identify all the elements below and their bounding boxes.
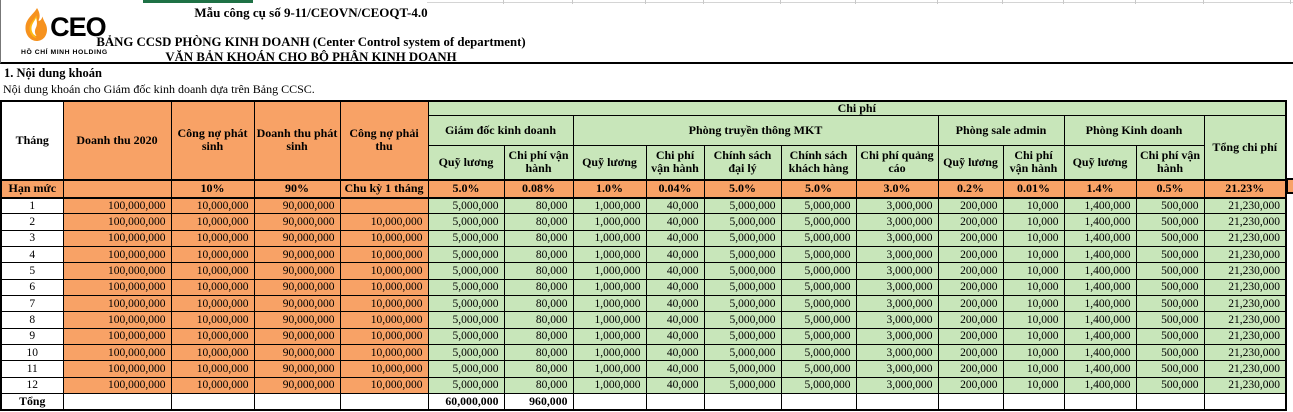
data-cell[interactable]: 90,000,000 [254, 246, 340, 262]
data-cell[interactable]: 10,000,000 [340, 230, 428, 246]
data-cell[interactable]: 200,000 [938, 230, 1003, 246]
data-cell[interactable]: 90,000,000 [254, 214, 340, 230]
data-cell[interactable]: 200,000 [938, 246, 1003, 262]
data-cell[interactable]: 80,000 [504, 198, 573, 214]
data-cell[interactable]: 21,230,000 [1204, 263, 1286, 279]
table-row [1, 246, 1286, 262]
data-cell[interactable]: 10,000 [1003, 377, 1064, 393]
left-column-header[interactable]: Công nợ phát sinh [171, 101, 254, 180]
data-cell[interactable]: 500,000 [1136, 279, 1204, 295]
data-cell[interactable]: 5,000,000 [428, 361, 504, 377]
table-row [1, 312, 1286, 328]
data-cell[interactable]: 3,000,000 [856, 377, 938, 393]
data-cell[interactable]: 5,000,000 [704, 312, 781, 328]
data-cell[interactable]: 5,000,000 [428, 295, 504, 311]
data-cell[interactable]: 100,000,000 [63, 263, 171, 279]
sub-column-header[interactable]: Chi phí vận hành [646, 146, 704, 180]
data-cell[interactable]: 90,000,000 [254, 279, 340, 295]
sub-column-header[interactable]: Chi phí vận hành [1136, 146, 1204, 180]
data-cell[interactable]: 10,000,000 [340, 328, 428, 344]
limit-cell[interactable]: Chu kỳ 1 tháng [340, 180, 428, 198]
limit-cell[interactable]: 5.0% [704, 180, 781, 198]
data-cell[interactable]: 10,000,000 [171, 328, 254, 344]
total-row-label[interactable]: Tổng [1, 393, 63, 410]
sub-column-header[interactable]: Quỹ lương [428, 146, 504, 180]
data-cell[interactable]: 100,000,000 [63, 377, 171, 393]
left-column-header[interactable]: Công nợ phải thu [340, 101, 428, 180]
month-cell[interactable]: 10 [1, 344, 63, 360]
data-cell[interactable]: 5,000,000 [428, 230, 504, 246]
data-cell[interactable]: 1,000,000 [573, 361, 646, 377]
data-cell[interactable]: 100,000,000 [63, 295, 171, 311]
data-cell[interactable]: 1,000,000 [573, 263, 646, 279]
table-row [1, 328, 1286, 344]
data-cell[interactable]: 10,000 [1003, 246, 1064, 262]
data-cell[interactable]: 40,000 [646, 214, 704, 230]
month-cell[interactable]: 5 [1, 263, 63, 279]
data-cell[interactable]: 40,000 [646, 230, 704, 246]
data-cell[interactable]: 3,000,000 [856, 295, 938, 311]
data-cell[interactable]: 1,400,000 [1064, 198, 1136, 214]
table-row [1, 214, 1286, 230]
data-cell[interactable]: 10,000 [1003, 214, 1064, 230]
data-cell[interactable]: 40,000 [646, 377, 704, 393]
table-row [1, 230, 1286, 246]
total-cell[interactable] [254, 393, 340, 410]
table-row [1, 295, 1286, 311]
data-cell[interactable]: 200,000 [938, 263, 1003, 279]
data-cell[interactable]: 10,000 [1003, 344, 1064, 360]
month-cell[interactable]: 12 [1, 377, 63, 393]
data-cell[interactable]: 10,000,000 [171, 246, 254, 262]
data-cell[interactable]: 5,000,000 [428, 263, 504, 279]
data-cell[interactable] [340, 198, 428, 214]
data-cell[interactable]: 3,000,000 [856, 246, 938, 262]
limit-cell[interactable]: 0.2% [938, 180, 1003, 198]
sub-column-header[interactable]: Chi phí quảng cáo [856, 146, 938, 180]
data-cell[interactable]: 90,000,000 [254, 361, 340, 377]
left-column-header[interactable]: Doanh thu phát sinh [254, 101, 340, 180]
data-cell[interactable]: 21,230,000 [1204, 361, 1286, 377]
data-cell[interactable]: 5,000,000 [428, 377, 504, 393]
department-header[interactable]: Phòng Kinh doanh [1064, 116, 1204, 146]
data-cell[interactable]: 10,000 [1003, 263, 1064, 279]
data-cell[interactable]: 5,000,000 [704, 279, 781, 295]
flame-icon [23, 8, 49, 47]
total-cell[interactable] [63, 393, 171, 410]
data-cell[interactable]: 10,000,000 [171, 312, 254, 328]
data-cell[interactable]: 5,000,000 [428, 328, 504, 344]
sub-column-header[interactable]: Quỹ lương [573, 146, 646, 180]
data-cell[interactable]: 100,000,000 [63, 214, 171, 230]
cost-group-header[interactable]: Chi phí [428, 101, 1286, 116]
total-cell[interactable]: 60,000,000 [428, 393, 504, 410]
limit-cell[interactable]: 5.0% [781, 180, 856, 198]
data-cell[interactable]: 500,000 [1136, 230, 1204, 246]
table-row [1, 344, 1286, 360]
data-cell[interactable]: 200,000 [938, 198, 1003, 214]
data-cell[interactable]: 40,000 [646, 198, 704, 214]
data-cell[interactable]: 5,000,000 [781, 377, 856, 393]
data-cell[interactable]: 1,400,000 [1064, 279, 1136, 295]
logo-row [23, 8, 106, 47]
data-cell[interactable]: 10,000 [1003, 279, 1064, 295]
department-header[interactable]: Giám đốc kinh doanh [428, 116, 573, 146]
table-row [1, 377, 1286, 393]
table-row [1, 198, 1286, 214]
data-cell[interactable]: 5,000,000 [704, 361, 781, 377]
limit-cell[interactable]: 3.0% [856, 180, 938, 198]
data-cell[interactable]: 1,400,000 [1064, 312, 1136, 328]
document-title-line1: BẢNG CCSD PHÒNG KINH DOANH (Center Control system of department) [96, 35, 526, 49]
data-cell[interactable]: 5,000,000 [781, 246, 856, 262]
sub-column-header[interactable]: Chính sách khách hàng [781, 146, 856, 180]
data-cell[interactable]: 5,000,000 [781, 328, 856, 344]
data-cell[interactable]: 1,000,000 [573, 295, 646, 311]
data-cell[interactable]: 5,000,000 [428, 312, 504, 328]
data-cell[interactable]: 5,000,000 [704, 295, 781, 311]
data-cell[interactable]: 500,000 [1136, 312, 1204, 328]
data-cell[interactable]: 21,230,000 [1204, 279, 1286, 295]
data-cell[interactable]: 90,000,000 [254, 312, 340, 328]
data-cell[interactable]: 90,000,000 [254, 344, 340, 360]
data-cell[interactable]: 100,000,000 [63, 361, 171, 377]
data-cell[interactable]: 5,000,000 [781, 263, 856, 279]
data-cell[interactable]: 80,000 [504, 230, 573, 246]
data-cell[interactable]: 500,000 [1136, 328, 1204, 344]
table-row [1, 263, 1286, 279]
document-title-line2: VĂN BẢN KHOÁN CHO BỘ PHẬN KINH DOANH [165, 50, 457, 64]
data-cell[interactable]: 5,000,000 [428, 198, 504, 214]
total-cell[interactable] [938, 393, 1003, 410]
data-cell[interactable]: 10,000 [1003, 361, 1064, 377]
department-header[interactable]: Phòng sale admin [938, 116, 1064, 146]
left-column-header[interactable]: Doanh thu 2020 [63, 101, 171, 180]
section-heading: 1. Nội dung khoán [4, 66, 102, 80]
data-cell[interactable]: 21,230,000 [1204, 312, 1286, 328]
data-cell[interactable]: 1,400,000 [1064, 263, 1136, 279]
data-cell[interactable]: 200,000 [938, 279, 1003, 295]
sub-column-header[interactable]: Quỹ lương [1064, 146, 1136, 180]
total-cell[interactable] [1064, 393, 1136, 410]
data-cell[interactable]: 21,230,000 [1204, 295, 1286, 311]
data-cell[interactable]: 10,000,000 [171, 295, 254, 311]
total-cost-column-header[interactable]: Tổng chi phí [1204, 116, 1286, 180]
data-cell[interactable]: 80,000 [504, 377, 573, 393]
data-cell[interactable]: 3,000,000 [856, 312, 938, 328]
data-cell[interactable]: 200,000 [938, 214, 1003, 230]
data-cell[interactable]: 10,000,000 [340, 214, 428, 230]
data-cell[interactable]: 5,000,000 [704, 198, 781, 214]
data-cell[interactable]: 500,000 [1136, 361, 1204, 377]
data-cell[interactable]: 90,000,000 [254, 198, 340, 214]
data-cell[interactable]: 3,000,000 [856, 198, 938, 214]
data-cell[interactable]: 80,000 [504, 263, 573, 279]
total-cell[interactable] [646, 393, 704, 410]
data-cell[interactable]: 5,000,000 [704, 344, 781, 360]
data-cell[interactable]: 80,000 [504, 344, 573, 360]
total-cell[interactable] [1204, 393, 1286, 410]
form-code: Mẫu công cụ số 9-11/CEOVN/CEOQT-4.0 [194, 5, 428, 20]
data-cell[interactable]: 5,000,000 [781, 214, 856, 230]
data-cell[interactable]: 5,000,000 [781, 295, 856, 311]
data-cell[interactable]: 80,000 [504, 312, 573, 328]
total-row [1, 393, 1286, 410]
table-body [1, 180, 1286, 410]
data-cell[interactable]: 80,000 [504, 246, 573, 262]
data-cell[interactable]: 10,000,000 [340, 344, 428, 360]
data-cell[interactable]: 90,000,000 [254, 263, 340, 279]
total-cell[interactable] [1003, 393, 1064, 410]
table-row [1, 279, 1286, 295]
data-cell[interactable]: 40,000 [646, 295, 704, 311]
data-cell[interactable]: 40,000 [646, 246, 704, 262]
document-header [0, 0, 1293, 64]
data-cell[interactable]: 100,000,000 [63, 344, 171, 360]
data-cell[interactable]: 3,000,000 [856, 279, 938, 295]
data-cell[interactable]: 10,000,000 [171, 344, 254, 360]
data-cell[interactable]: 10,000 [1003, 312, 1064, 328]
data-cell[interactable]: 3,000,000 [856, 328, 938, 344]
month-cell[interactable]: 8 [1, 312, 63, 328]
total-cell[interactable] [340, 393, 428, 410]
data-cell[interactable]: 1,000,000 [573, 279, 646, 295]
data-cell[interactable]: 5,000,000 [428, 246, 504, 262]
table-head [1, 101, 1286, 180]
data-cell[interactable]: 1,400,000 [1064, 361, 1136, 377]
data-cell[interactable]: 21,230,000 [1204, 198, 1286, 214]
month-cell[interactable]: 6 [1, 279, 63, 295]
data-cell[interactable]: 21,230,000 [1204, 328, 1286, 344]
data-cell[interactable]: 5,000,000 [781, 312, 856, 328]
data-cell[interactable]: 5,000,000 [704, 230, 781, 246]
data-cell[interactable]: 3,000,000 [856, 361, 938, 377]
data-cell[interactable]: 5,000,000 [428, 214, 504, 230]
clipped-edge-cell[interactable] [1287, 178, 1293, 194]
data-cell[interactable]: 10,000,000 [171, 263, 254, 279]
total-cell[interactable] [573, 393, 646, 410]
total-cell[interactable] [781, 393, 856, 410]
limit-cell[interactable]: 0.08% [504, 180, 573, 198]
data-cell[interactable]: 90,000,000 [254, 328, 340, 344]
data-cell[interactable]: 3,000,000 [856, 230, 938, 246]
data-cell[interactable]: 100,000,000 [63, 230, 171, 246]
department-header[interactable]: Phòng truyền thông MKT [573, 116, 938, 146]
data-cell[interactable]: 1,000,000 [573, 344, 646, 360]
data-cell[interactable]: 5,000,000 [781, 198, 856, 214]
data-cell[interactable]: 200,000 [938, 361, 1003, 377]
data-cell[interactable]: 1,400,000 [1064, 377, 1136, 393]
data-cell[interactable]: 500,000 [1136, 198, 1204, 214]
data-cell[interactable]: 5,000,000 [781, 230, 856, 246]
data-cell[interactable]: 1,400,000 [1064, 295, 1136, 311]
month-cell[interactable]: 9 [1, 328, 63, 344]
data-cell[interactable]: 200,000 [938, 328, 1003, 344]
data-cell[interactable]: 1,400,000 [1064, 246, 1136, 262]
data-cell[interactable]: 10,000,000 [340, 263, 428, 279]
sub-column-header[interactable]: Chi phí vận hành [1003, 146, 1064, 180]
month-cell[interactable]: 11 [1, 361, 63, 377]
limit-row [1, 180, 1286, 198]
data-cell[interactable]: 80,000 [504, 295, 573, 311]
month-cell[interactable]: 2 [1, 214, 63, 230]
data-cell[interactable]: 5,000,000 [704, 377, 781, 393]
data-cell[interactable]: 200,000 [938, 344, 1003, 360]
section-description: Nội dung khoán cho Giám đốc kinh doanh dựa trên Bảng CCSC. [3, 82, 315, 96]
data-cell[interactable]: 10,000,000 [340, 246, 428, 262]
limit-row-label[interactable]: Hạn mức [1, 180, 63, 198]
data-cell[interactable]: 40,000 [646, 312, 704, 328]
data-cell[interactable]: 10,000,000 [171, 279, 254, 295]
data-cell[interactable]: 10,000,000 [171, 230, 254, 246]
data-cell[interactable]: 500,000 [1136, 263, 1204, 279]
data-cell[interactable]: 1,000,000 [573, 214, 646, 230]
data-cell[interactable]: 10,000 [1003, 198, 1064, 214]
limit-cell[interactable]: 21.23% [1204, 180, 1286, 198]
data-cell[interactable]: 1,000,000 [573, 230, 646, 246]
sub-column-header[interactable]: Chính sách đại lý [704, 146, 781, 180]
data-cell[interactable]: 200,000 [938, 377, 1003, 393]
total-cell[interactable]: 960,000 [504, 393, 573, 410]
logo-tagline: HỒ CHÍ MINH HOLDING [21, 49, 108, 56]
data-cell[interactable]: 200,000 [938, 295, 1003, 311]
data-cell[interactable]: 10,000,000 [340, 377, 428, 393]
data-cell[interactable]: 21,230,000 [1204, 246, 1286, 262]
data-cell[interactable]: 1,000,000 [573, 312, 646, 328]
data-cell[interactable]: 10,000,000 [340, 279, 428, 295]
data-cell[interactable]: 1,000,000 [573, 246, 646, 262]
data-cell[interactable]: 10,000 [1003, 295, 1064, 311]
data-cell[interactable]: 5,000,000 [428, 279, 504, 295]
data-cell[interactable]: 5,000,000 [704, 263, 781, 279]
month-cell[interactable]: 3 [1, 230, 63, 246]
data-cell[interactable]: 100,000,000 [63, 198, 171, 214]
data-cell[interactable]: 1,400,000 [1064, 230, 1136, 246]
data-cell[interactable]: 21,230,000 [1204, 377, 1286, 393]
limit-cell[interactable]: 10% [171, 180, 254, 198]
data-cell[interactable]: 3,000,000 [856, 263, 938, 279]
data-cell[interactable]: 1,000,000 [573, 198, 646, 214]
data-cell[interactable]: 40,000 [646, 328, 704, 344]
data-cell[interactable]: 1,400,000 [1064, 328, 1136, 344]
khoan-table [0, 100, 1287, 411]
total-cell[interactable] [1136, 393, 1204, 410]
data-cell[interactable]: 500,000 [1136, 214, 1204, 230]
month-cell[interactable]: 1 [1, 198, 63, 214]
table-row [1, 361, 1286, 377]
total-cell[interactable] [171, 393, 254, 410]
data-cell[interactable]: 10,000,000 [340, 361, 428, 377]
data-cell[interactable]: 10,000,000 [171, 214, 254, 230]
data-cell[interactable]: 100,000,000 [63, 328, 171, 344]
title-block [96, 5, 526, 65]
data-cell[interactable]: 5,000,000 [781, 361, 856, 377]
data-cell[interactable]: 500,000 [1136, 344, 1204, 360]
data-cell[interactable]: 90,000,000 [254, 295, 340, 311]
data-cell[interactable]: 1,000,000 [573, 328, 646, 344]
data-cell[interactable]: 10,000,000 [171, 198, 254, 214]
data-cell[interactable]: 80,000 [504, 214, 573, 230]
data-cell[interactable]: 100,000,000 [63, 246, 171, 262]
data-cell[interactable]: 10,000 [1003, 328, 1064, 344]
month-cell[interactable]: 4 [1, 246, 63, 262]
data-cell[interactable]: 40,000 [646, 279, 704, 295]
limit-cell[interactable]: 1.4% [1064, 180, 1136, 198]
data-cell[interactable]: 5,000,000 [704, 328, 781, 344]
header-row-cost [1, 101, 1286, 116]
logo-brand-text: CEO [50, 12, 106, 42]
limit-cell[interactable]: 5.0% [428, 180, 504, 198]
data-cell[interactable]: 100,000,000 [63, 312, 171, 328]
data-cell[interactable]: 100,000,000 [63, 279, 171, 295]
data-cell[interactable]: 80,000 [504, 328, 573, 344]
data-cell[interactable]: 500,000 [1136, 295, 1204, 311]
data-cell[interactable]: 5,000,000 [428, 344, 504, 360]
sub-column-header[interactable]: Chi phí vận hành [504, 146, 573, 180]
corner-header-thang[interactable]: Tháng [1, 101, 63, 180]
data-cell[interactable]: 200,000 [938, 312, 1003, 328]
data-cell[interactable]: 40,000 [646, 344, 704, 360]
data-cell[interactable]: 40,000 [646, 263, 704, 279]
data-cell[interactable]: 40,000 [646, 361, 704, 377]
data-cell[interactable]: 3,000,000 [856, 214, 938, 230]
data-cell[interactable]: 90,000,000 [254, 377, 340, 393]
data-cell[interactable]: 500,000 [1136, 246, 1204, 262]
data-cell[interactable]: 21,230,000 [1204, 344, 1286, 360]
limit-cell[interactable]: 1.0% [573, 180, 646, 198]
data-cell[interactable]: 5,000,000 [704, 246, 781, 262]
data-cell[interactable]: 1,400,000 [1064, 344, 1136, 360]
total-cell[interactable] [856, 393, 938, 410]
data-cell[interactable]: 10,000 [1003, 230, 1064, 246]
limit-cell[interactable]: 0.01% [1003, 180, 1064, 198]
data-cell[interactable]: 80,000 [504, 361, 573, 377]
data-cell[interactable]: 10,000,000 [171, 377, 254, 393]
data-cell[interactable]: 1,400,000 [1064, 214, 1136, 230]
total-cell[interactable] [704, 393, 781, 410]
data-cell[interactable]: 10,000,000 [340, 312, 428, 328]
data-cell[interactable]: 5,000,000 [781, 344, 856, 360]
data-cell[interactable]: 90,000,000 [254, 230, 340, 246]
month-cell[interactable]: 7 [1, 295, 63, 311]
data-cell[interactable]: 1,000,000 [573, 377, 646, 393]
data-cell[interactable]: 10,000,000 [171, 361, 254, 377]
limit-cell[interactable]: 90% [254, 180, 340, 198]
data-cell[interactable]: 21,230,000 [1204, 214, 1286, 230]
data-cell[interactable]: 3,000,000 [856, 344, 938, 360]
limit-cell[interactable]: 0.04% [646, 180, 704, 198]
limit-cell[interactable]: 0.5% [1136, 180, 1204, 198]
limit-cell[interactable] [63, 180, 171, 198]
data-cell[interactable]: 5,000,000 [781, 279, 856, 295]
data-cell[interactable]: 500,000 [1136, 377, 1204, 393]
sub-column-header[interactable]: Quỹ lương [938, 146, 1003, 180]
data-cell[interactable]: 21,230,000 [1204, 230, 1286, 246]
data-cell[interactable]: 10,000,000 [340, 295, 428, 311]
company-logo [21, 8, 108, 56]
data-cell[interactable]: 5,000,000 [704, 214, 781, 230]
data-cell[interactable]: 80,000 [504, 279, 573, 295]
